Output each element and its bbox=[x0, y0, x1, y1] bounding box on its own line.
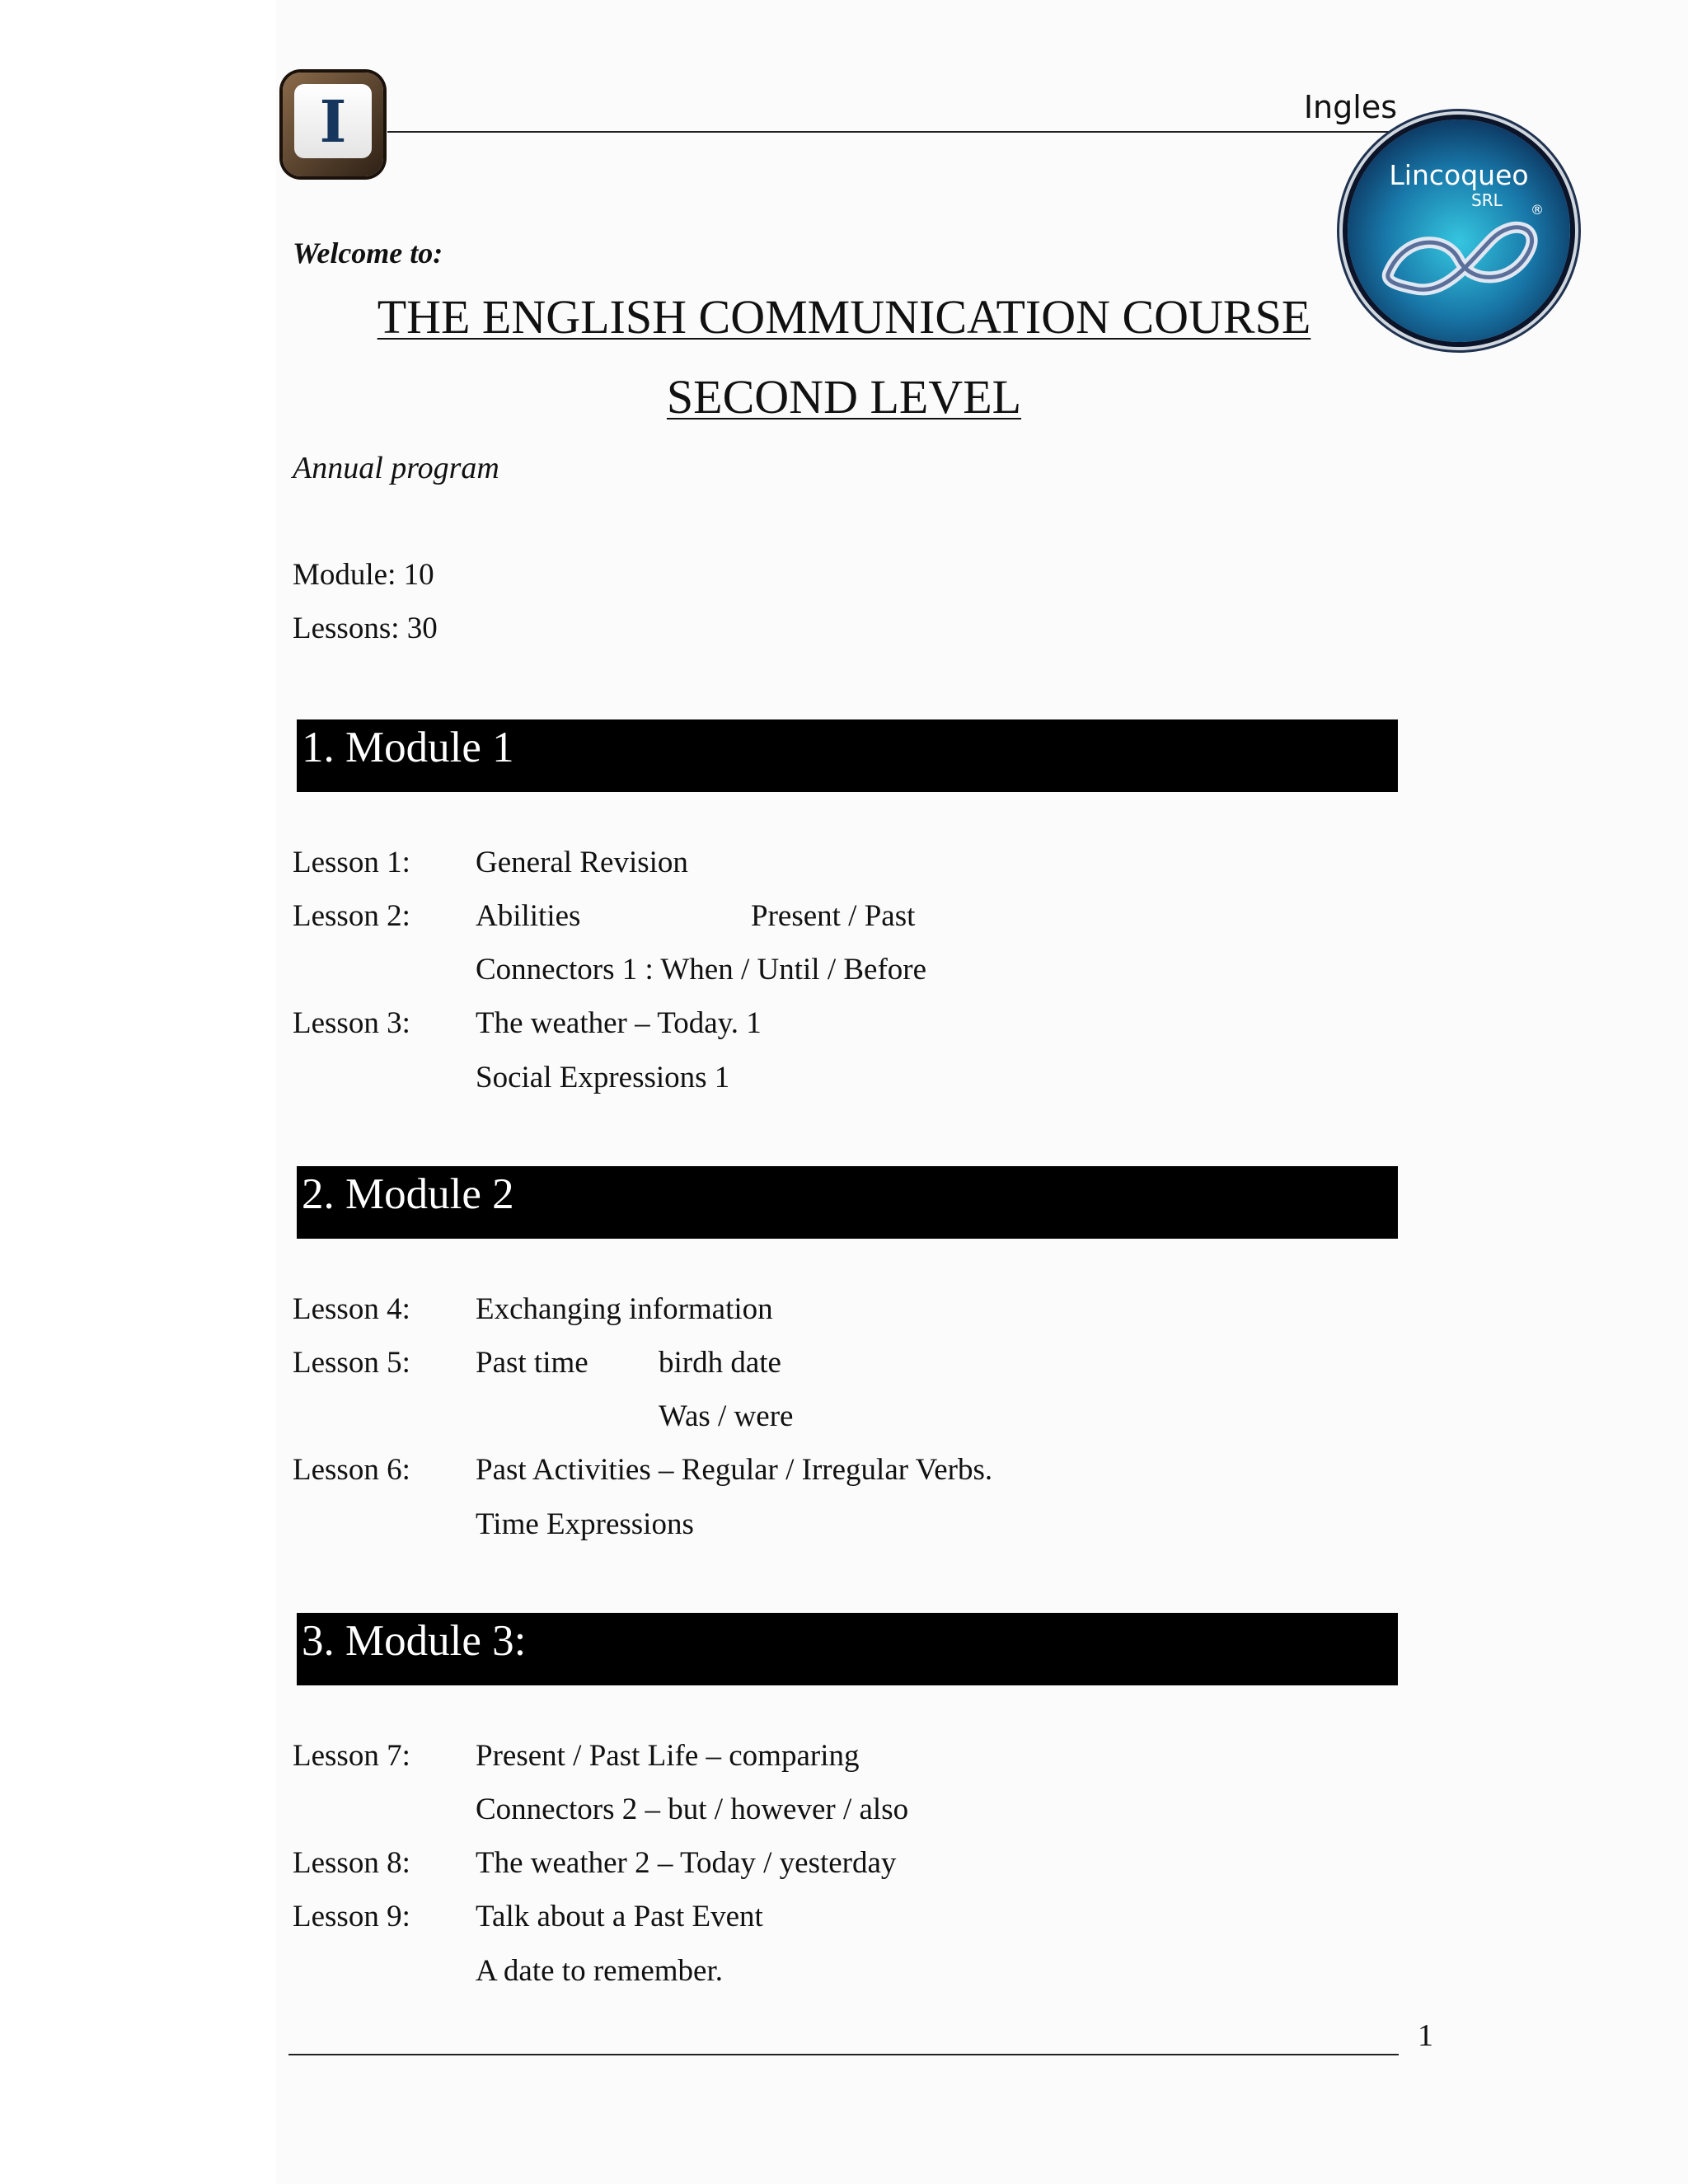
course-level: SECOND LEVEL bbox=[666, 370, 1022, 424]
lesson-label: Lesson 9: bbox=[293, 1900, 410, 1933]
page-number: 1 bbox=[1418, 2018, 1433, 2053]
module-title: 2. Module 2 bbox=[302, 1170, 514, 1218]
logo-suffix-text: SRL bbox=[1471, 190, 1503, 210]
lesson-label: Lesson 8: bbox=[293, 1846, 410, 1880]
logo-brand-text: Lincoqueo bbox=[1389, 159, 1529, 191]
module-title: 3. Module 3: bbox=[302, 1617, 527, 1665]
lesson-label: Lesson 4: bbox=[293, 1292, 410, 1326]
lesson-label: Lesson 1: bbox=[293, 846, 410, 879]
header-language-tag: Ingles bbox=[1303, 89, 1397, 125]
lesson-label: Lesson 6: bbox=[293, 1453, 410, 1487]
course-app-icon bbox=[283, 73, 383, 176]
header-rule bbox=[387, 131, 1399, 133]
lesson-topic: Talk about a Past Event bbox=[476, 1900, 763, 1933]
lesson-topic: Abilities bbox=[476, 899, 581, 933]
course-title: THE ENGLISH COMMUNICATION COURSE bbox=[377, 290, 1311, 344]
lesson-topic: The weather – Today. 1 bbox=[476, 1006, 762, 1040]
footer-rule bbox=[288, 2054, 1399, 2055]
program-subtitle: Annual program bbox=[293, 451, 499, 485]
module-heading-bar bbox=[297, 719, 1398, 792]
lesson-subtopic: Was / were bbox=[659, 1399, 794, 1433]
lesson-label: Lesson 2: bbox=[293, 899, 410, 933]
welcome-heading: Welcome to: bbox=[293, 237, 443, 269]
module-heading-bar bbox=[297, 1613, 1398, 1685]
lesson-topic: Past Activities – Regular / Irregular Verbs. bbox=[476, 1453, 993, 1487]
lesson-topic: Connectors 2 – but / however / also bbox=[476, 1793, 909, 1826]
letter-i-icon: I bbox=[294, 84, 372, 158]
lesson-label: Lesson 5: bbox=[293, 1346, 410, 1380]
lesson-subtopic: birdh date bbox=[659, 1346, 781, 1380]
lesson-topic: Connectors 1 : When / Until / Before bbox=[476, 953, 927, 987]
lesson-topic: Present / Past Life – comparing bbox=[476, 1739, 860, 1773]
lesson-topic: Exchanging information bbox=[476, 1292, 773, 1326]
lesson-topic: Social Expressions 1 bbox=[476, 1061, 730, 1094]
lesson-topic: The weather 2 – Today / yesterday bbox=[476, 1846, 897, 1880]
logo-registered-mark: ® bbox=[1531, 202, 1544, 218]
lesson-topic: A date to remember. bbox=[476, 1954, 724, 1988]
module-count: Module: 10 bbox=[293, 558, 434, 592]
lesson-subtopic: Present / Past bbox=[751, 899, 916, 933]
module-title: 1. Module 1 bbox=[302, 724, 514, 771]
lesson-label: Lesson 7: bbox=[293, 1739, 410, 1773]
lesson-topic: General Revision bbox=[476, 846, 688, 879]
lesson-topic: Past time bbox=[476, 1346, 588, 1380]
module-heading-bar bbox=[297, 1166, 1398, 1239]
lesson-topic: Time Expressions bbox=[476, 1507, 694, 1541]
lesson-count: Lessons: 30 bbox=[293, 612, 438, 645]
lesson-label: Lesson 3: bbox=[293, 1006, 410, 1040]
